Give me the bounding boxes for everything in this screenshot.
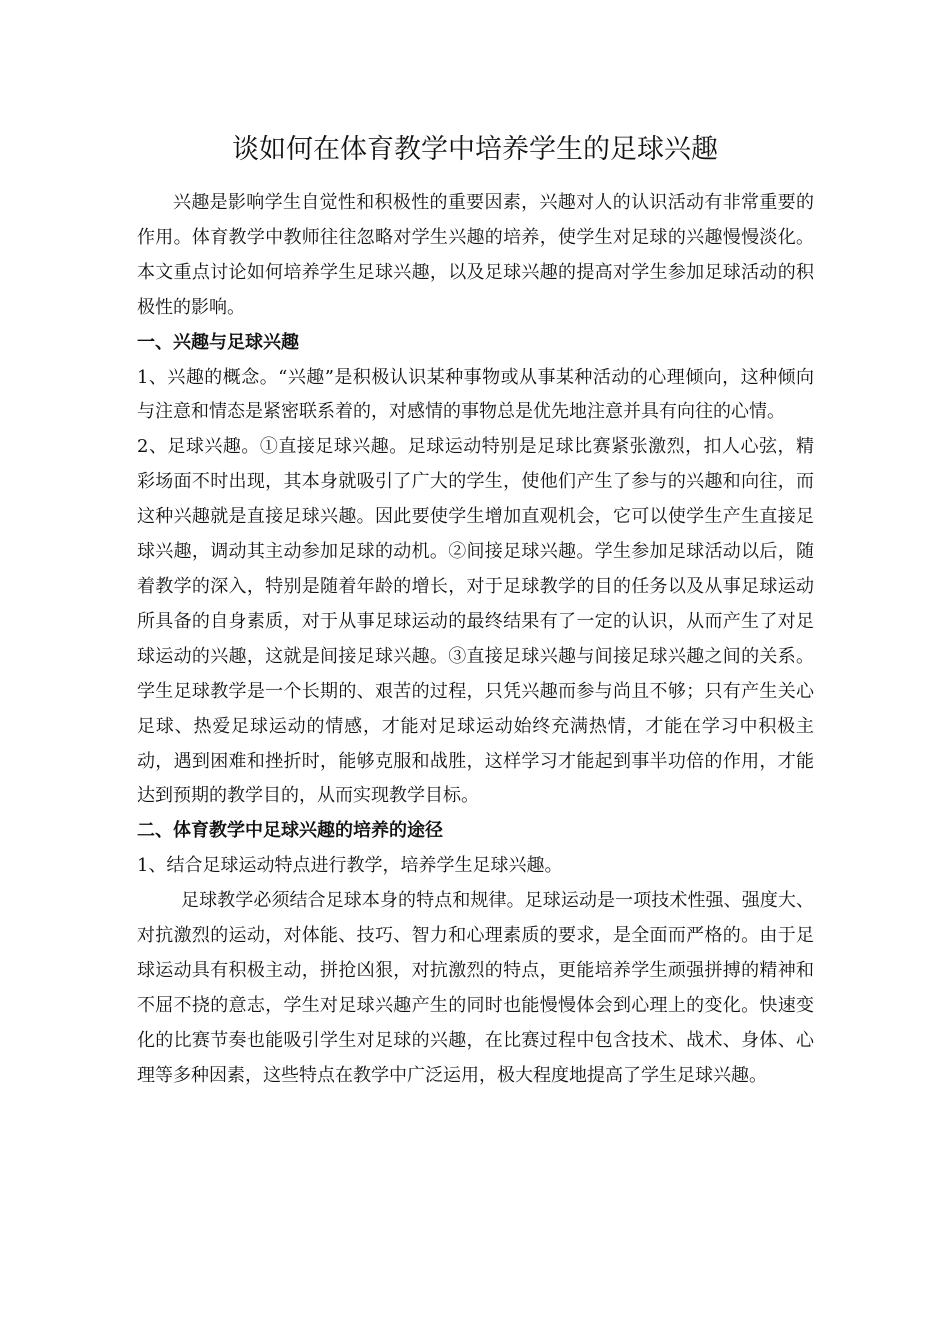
document-title: 谈如何在体育教学中培养学生的足球兴趣 <box>232 134 718 165</box>
intro-paragraph: 兴趣是影响学生自觉性和积极性的重要因素，兴趣对人的认识活动有非常重要的作用。体育教学中教师往往忽略对学生兴趣的培养，使学生对足球的兴趣慢慢淡化。本文重点讨论如何培养学生足球兴趣，以及足球兴趣的提高对学生参加足球活动的积极性的影响。 <box>137 192 814 318</box>
paragraph-teaching-detail: 足球教学必须结合足球本身的特点和规律。足球运动是一项技术性强、强度大、对抗激烈的运动，对体能、技巧、智力和心理素质的要求，是全面而严格的。由于足球运动具有积极主动，拼抢凶狠，对抗激烈的特点，更能培养学生顽强拼搏的精神和不屈不挠的意志，学生对足球兴趣产生的同时也能慢慢体会到心理上的变化。快速变化的比赛节奏也能吸引学生对足球的兴趣，在比赛过程中包含技术、战术、身体、心理等多种因素，这些特点在教学中广泛运用，极大程度地提高了学生足球兴趣。 <box>137 890 814 1086</box>
section-heading-2: 二、体育教学中足球兴趣的培养的途径 <box>137 820 443 842</box>
document-body <box>137 186 814 1094</box>
paragraph-teaching-method: 1、结合足球运动特点进行教学，培养学生足球兴趣。 <box>137 855 563 877</box>
section-heading-1: 一、兴趣与足球兴趣 <box>137 331 299 353</box>
paragraph-football-interest: 2、足球兴趣。①直接足球兴趣。足球运动特别是足球比赛紧张激烈，扣人心弦，精彩场面不时出现，其本身就吸引了广大的学生，使他们产生了参与的兴趣和向往，而这种兴趣就是直接足球兴趣。因此要使学生增加直观机会，它可以使学生产生直接足球兴趣，调动其主动参加足球的动机。②间接足球兴趣。学生参加足球活动以后，随着教学的深入，特别是随着年龄的增长，对于足球教学的目的任务以及从事足球运动所具备的自身素质，对于从事足球运动的最终结果有了一定的认识，从而产生了对足球运动的兴趣，这就是间接足球兴趣。③直接足球兴趣与间接足球兴趣之间的关系。学生足球教学是一个长期的、艰苦的过程，只凭兴趣而参与尚且不够；只有产生关心足球、热爱足球运动的情感，才能对足球运动始终充满热情，才能在学习中积极主动，遇到困难和挫折时，能够克服和战胜，这样学习才能起到事半功倍的作用，才能达到预期的教学目的，从而实现教学目标。 <box>137 436 814 807</box>
paragraph-interest-concept: 1、兴趣的概念。“兴趣”是积极认识某种事物或从事某种活动的心理倾向，这种倾向与注意和情态是紧密联系着的，对感情的事物总是优先地注意并具有向往的心情。 <box>137 366 814 423</box>
